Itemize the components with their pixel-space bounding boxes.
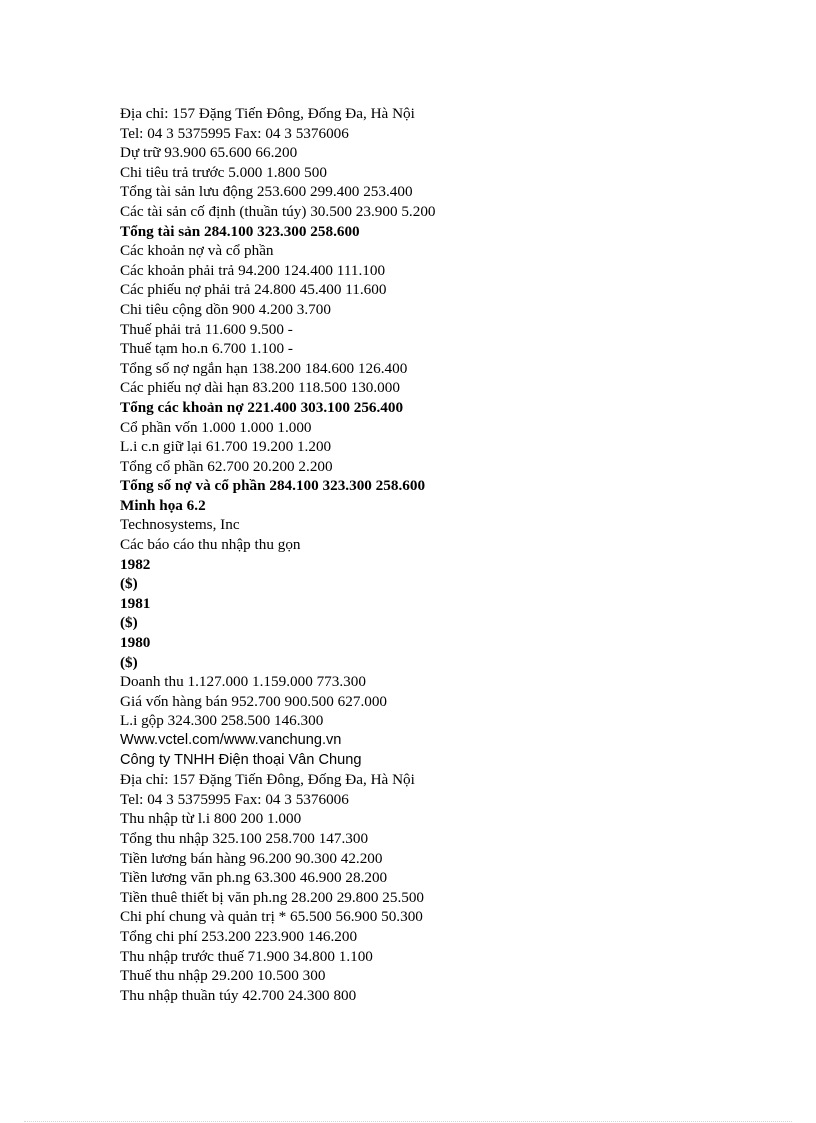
statement-title-line: Các báo cáo thu nhập thu gọn <box>120 536 301 554</box>
text-line: Giá vốn hàng bán 952.700 900.500 627.000 <box>120 692 388 710</box>
text-line: Tiền lương bán hàng 96.200 90.300 42.200 <box>120 849 383 867</box>
text-line: Tổng thu nhập 325.100 258.700 147.300 <box>120 829 369 847</box>
text-line: L.i c.n giữ lại 61.700 19.200 1.200 <box>120 438 332 456</box>
phone-fax-line: Tel: 04 3 5375995 Fax: 04 3 5376006 <box>120 124 349 142</box>
currency-header: ($) <box>120 653 138 671</box>
company-name-line: Technosystems, Inc <box>120 516 240 534</box>
text-line: Tổng chi phí 253.200 223.900 146.200 <box>120 927 358 945</box>
address-line: Địa chỉ: 157 Đặng Tiến Đông, Đống Đa, Hà Nội <box>120 105 415 122</box>
text-line: Chi phí chung và quản trị * 65.500 56.900 50.300 <box>120 908 423 926</box>
year-header: 1982 <box>120 555 151 573</box>
text-line: Thu nhập từ l.i 800 200 1.000 <box>120 810 302 828</box>
total-liabilities-line: Tổng các khoản nợ 221.400 303.100 256.400 <box>120 398 404 416</box>
year-header: 1980 <box>120 634 151 652</box>
address-line: Địa chỉ: 157 Đặng Tiến Đông, Đống Đa, Hà Nội <box>120 771 415 789</box>
website-line: Www.vctel.com/www.vanchung.vn <box>120 732 342 748</box>
text-line: Tổng cổ phần 62.700 20.200 2.200 <box>120 457 333 475</box>
text-line: Thuế thu nhập 29.200 10.500 300 <box>120 967 326 985</box>
text-line: L.i gộp 324.300 258.500 146.300 <box>120 712 324 730</box>
total-assets-line: Tổng tài sản 284.100 323.300 258.600 <box>120 222 360 240</box>
text-line: Tiền thuê thiết bị văn ph.ng 28.200 29.800 25.500 <box>120 888 425 906</box>
text-line: Thu nhập thuần túy 42.700 24.300 800 <box>120 986 357 1004</box>
text-line: Các phiếu nợ phải trả 24.800 45.400 11.600 <box>120 281 387 299</box>
page-bottom-divider <box>24 1121 792 1122</box>
text-line: Chi tiêu cộng dồn 900 4.200 3.700 <box>120 300 331 318</box>
company-header-line: Công ty TNHH Điện thoại Vân Chung <box>120 751 362 768</box>
text-line: Chi tiêu trả trước 5.000 1.800 500 <box>120 163 327 181</box>
text-line: Dự trữ 93.900 65.600 66.200 <box>120 144 298 162</box>
text-line: Thu nhập trước thuế 71.900 34.800 1.100 <box>120 947 373 965</box>
text-line: Thuế phải trả 11.600 9.500 - <box>120 320 293 338</box>
year-header: 1981 <box>120 594 151 612</box>
text-line: Các khoản phải trả 94.200 124.400 111.100 <box>120 261 386 279</box>
text-line: Các phiếu nợ dài hạn 83.200 118.500 130.000 <box>120 379 400 397</box>
exhibit-heading: Minh họa 6.2 <box>120 496 206 514</box>
total-liabilities-equity-line: Tổng số nợ và cổ phần 284.100 323.300 258.600 <box>120 477 426 495</box>
text-line: Tiền lương văn ph.ng 63.300 46.900 28.200 <box>120 869 388 887</box>
text-line: Các tài sản cố định (thuần túy) 30.500 23.900 5.200 <box>120 202 436 220</box>
text-line: Tổng tài sản lưu động 253.600 299.400 253.400 <box>120 183 413 201</box>
text-line: Thuế tạm ho.n 6.700 1.100 - <box>120 340 293 358</box>
currency-header: ($) <box>120 614 138 632</box>
document-text <box>120 104 780 1005</box>
phone-fax-line: Tel: 04 3 5375995 Fax: 04 3 5376006 <box>120 790 349 808</box>
currency-header: ($) <box>120 575 138 593</box>
text-line: Doanh thu 1.127.000 1.159.000 773.300 <box>120 673 366 691</box>
text-line: Tổng số nợ ngắn hạn 138.200 184.600 126.400 <box>120 359 408 377</box>
text-line: Cổ phần vốn 1.000 1.000 1.000 <box>120 418 312 436</box>
text-line: Các khoản nợ và cổ phần <box>120 242 274 260</box>
